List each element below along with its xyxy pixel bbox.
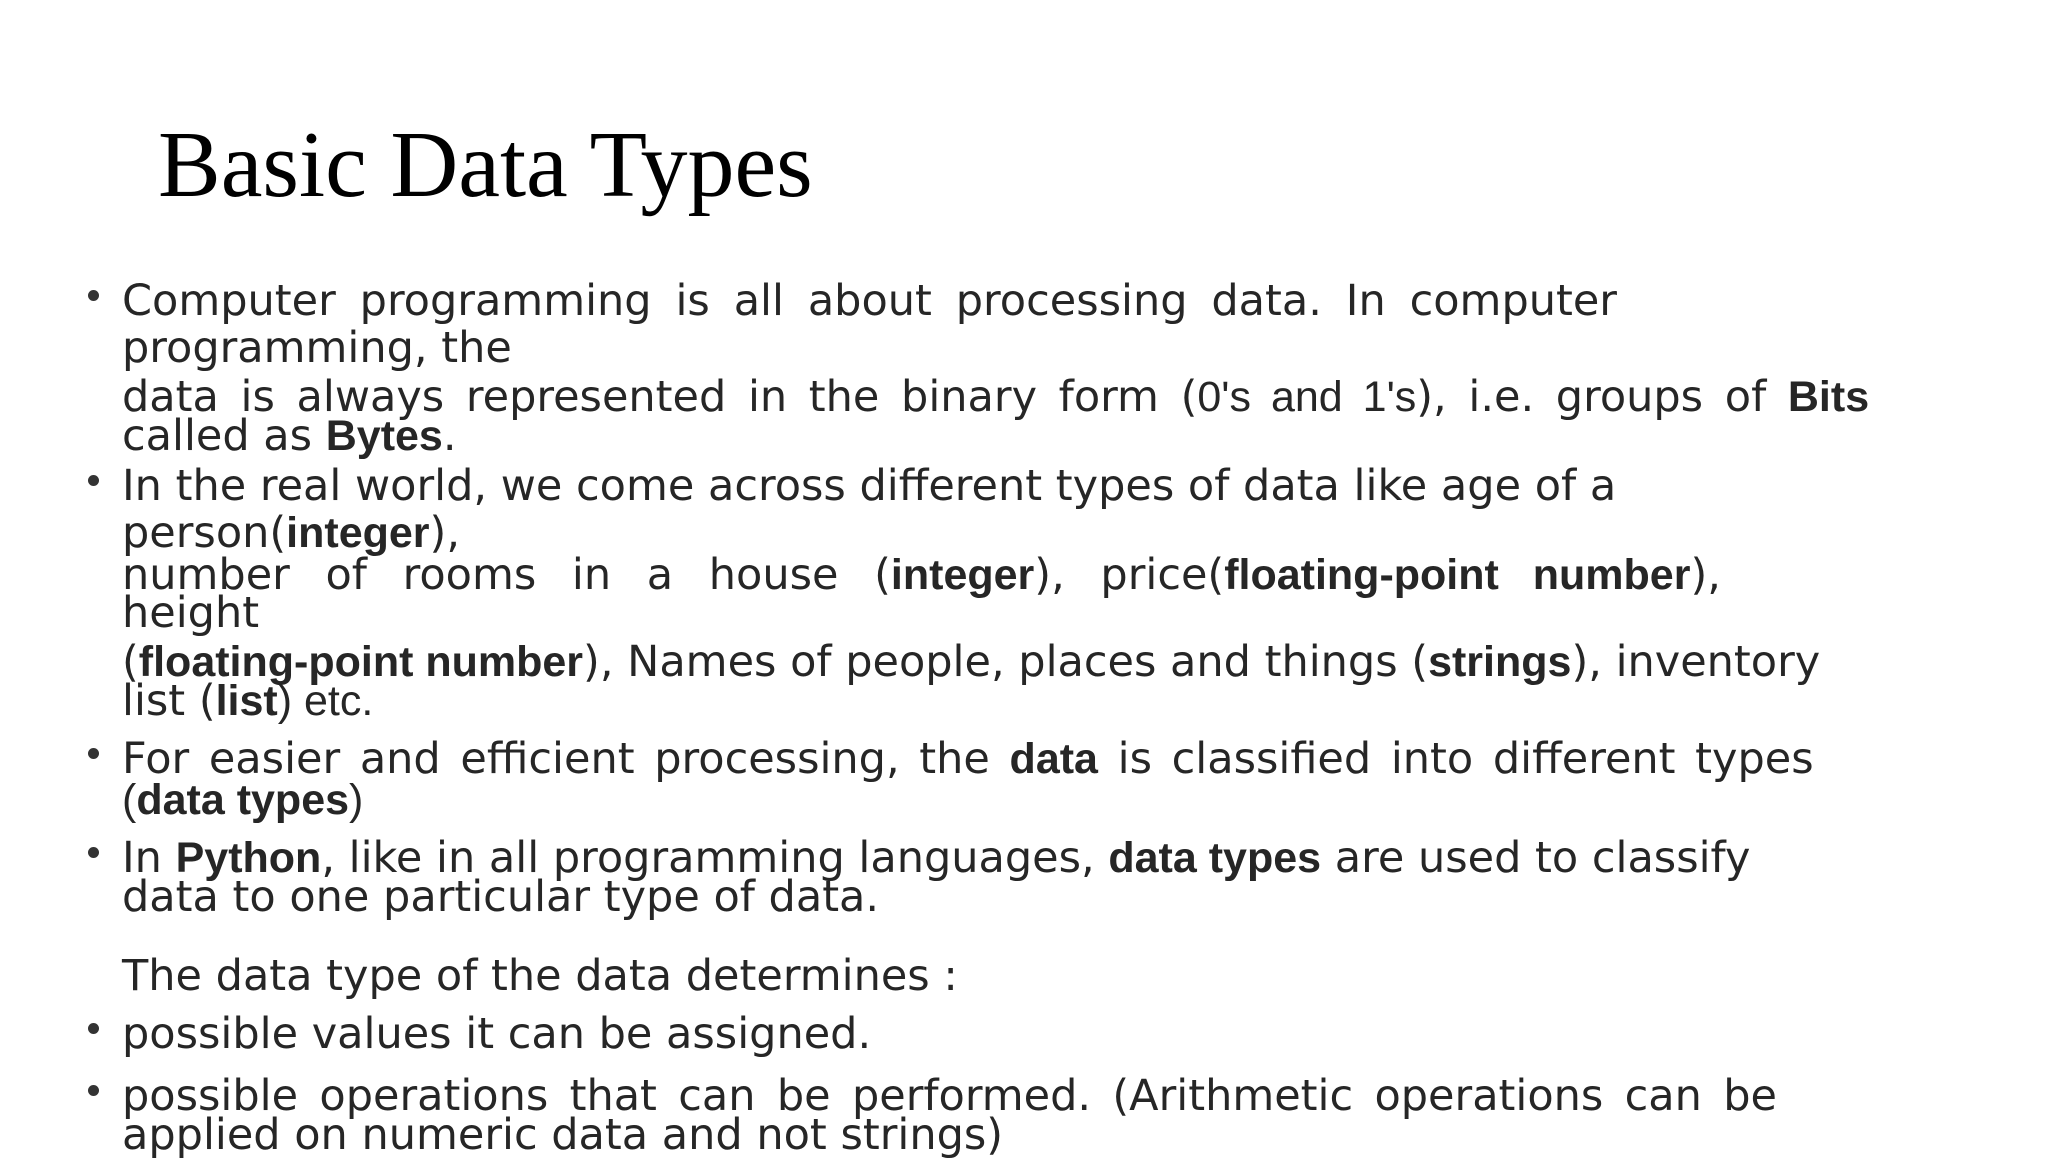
text: ), Names of people, places and things (: [583, 637, 1429, 687]
bullet-2-line-2: [122, 508, 460, 558]
text: ), price(: [1034, 550, 1225, 600]
bullet-2-line-6: [122, 676, 374, 726]
bullet-5-line-1: possible values it can be assigned.: [122, 1009, 872, 1059]
text: ),: [429, 508, 460, 558]
bold-term: list: [215, 677, 278, 725]
text: is classified into different types: [1097, 734, 1814, 784]
determines-intro: The data type of the data determines :: [122, 951, 958, 1001]
bold-term: integer: [286, 509, 430, 557]
text: called as: [122, 411, 326, 461]
bullet-4-line-2: data to one particular type of data.: [122, 872, 880, 922]
bold-term: strings: [1428, 638, 1572, 686]
text: ), i.e. groups of: [1416, 372, 1788, 422]
bold-term: data types: [136, 776, 350, 824]
bullet-dot: [88, 290, 99, 301]
bullet-dot: [88, 1085, 99, 1096]
bullet-dot: [88, 748, 99, 759]
bullet-1-line-1: [122, 276, 1617, 326]
bullet-dot: [88, 847, 99, 858]
bullet-2-line-5: [122, 637, 1821, 687]
bullet-dot: [88, 1023, 99, 1034]
bold-term: Bits: [1787, 373, 1870, 421]
text: are used to classify: [1321, 833, 1751, 883]
text: For easier and efficient processing, the: [122, 734, 1010, 784]
bullet-2-line-4: height: [122, 588, 260, 638]
text: ), inventory: [1571, 637, 1821, 687]
bold-term: integer: [890, 551, 1035, 599]
text: In: [122, 833, 176, 883]
bullet-6-line-2: applied on numeric data and not strings): [122, 1110, 1004, 1160]
bullet-1-line-2: programming, the: [122, 323, 512, 373]
text: number of rooms in a house (: [122, 550, 891, 600]
text: ) etc.: [277, 677, 374, 725]
text: , like in all programming languages,: [321, 833, 1109, 883]
bullet-3-line-2: [122, 776, 364, 824]
text: data is always represented in the binary form (: [122, 372, 1198, 422]
bullet-2-line-1: In the real world, we come across different types of data like age of a: [122, 461, 1617, 511]
bold-term: data types: [1108, 834, 1322, 882]
bold-term: data: [1009, 735, 1098, 783]
text: person(: [122, 508, 287, 558]
text: .: [442, 411, 457, 461]
bullet-1-line-4: [122, 411, 457, 461]
slide-title: Basic Data Types: [158, 113, 813, 217]
text: (: [122, 776, 137, 824]
text: ),: [1690, 550, 1721, 600]
text: 0's and 1's: [1197, 373, 1417, 421]
text: (: [122, 637, 139, 687]
bold-term: floating-point number: [138, 638, 584, 686]
text: possible operations that can be performed. (Arithmetic operations can be: [122, 1071, 1777, 1121]
bullet-3-line-1: [122, 734, 1814, 784]
text: Computer programming is all about processing data. In computer: [122, 276, 1617, 326]
text: ): [349, 776, 364, 824]
bullet-dot: [88, 475, 99, 486]
bold-term: Python: [175, 834, 322, 882]
bold-term: floating-point number: [1224, 551, 1691, 599]
bullet-2-line-3: [122, 550, 1721, 600]
text: list (: [122, 676, 216, 726]
bold-term: Bytes: [325, 412, 443, 460]
